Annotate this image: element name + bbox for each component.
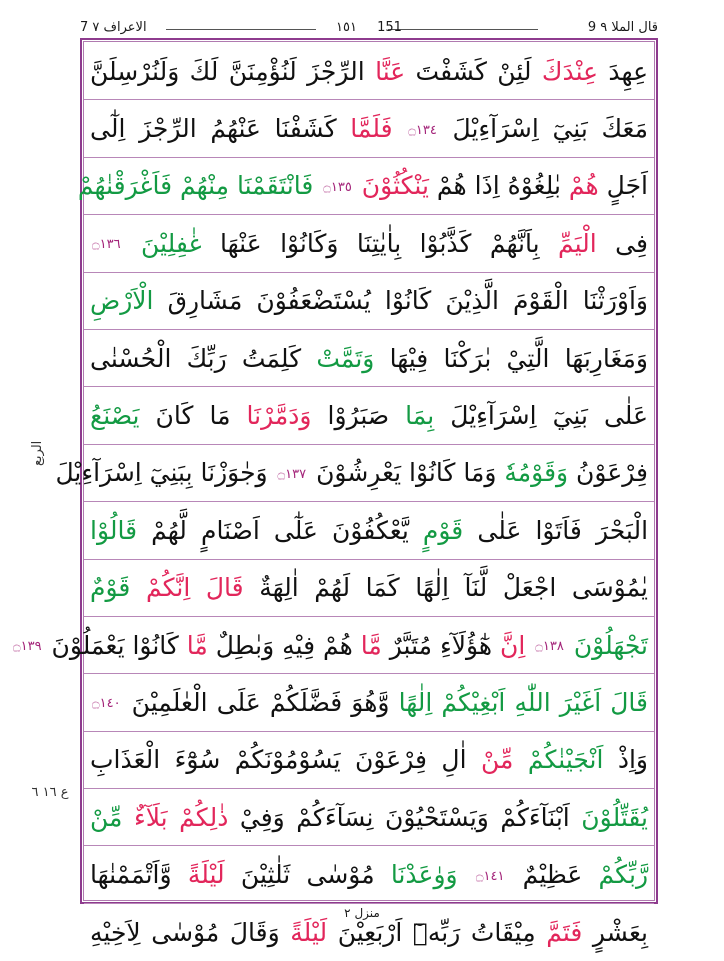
verse-segment: بِعَشْرٍ: [582, 918, 649, 948]
manzil-footer: منزل ٢: [344, 906, 380, 920]
verse-segment: يَنْكُثُوْنَ: [353, 171, 429, 201]
hizb-marker: الربع: [30, 440, 45, 466]
verse-segment: اَنْجَيْنٰكُمْ: [513, 745, 604, 775]
ayah-number-marker: ۝١٣٤: [408, 122, 437, 138]
page-header: [80, 18, 658, 40]
verse-text: [90, 515, 649, 545]
verse-text: [90, 687, 648, 717]
header-rule-left: [166, 29, 316, 30]
verse-segment: وَّاَتْمَمْنٰهَا: [90, 860, 172, 890]
text-line: [84, 560, 654, 617]
verse-segment: الْبَحْرَ فَاَتَوْا عَلٰى: [463, 515, 649, 545]
text-line: [84, 100, 654, 157]
verse-segment: اِنَّ: [492, 630, 534, 660]
text-line: [84, 273, 654, 330]
verse-segment: وَاِذْ: [603, 745, 648, 775]
verse-segment: قَالَ اَغَيْرَ اللّٰهِ اَبْغِيْكُمْ اِلٰهًا: [389, 687, 648, 717]
verse-segment: قَالُوْا: [90, 515, 138, 545]
text-line: [84, 502, 654, 559]
verse-segment: مَّا: [178, 630, 208, 660]
text-line: [84, 846, 654, 903]
verse-segment: كَلِمَتُ رَبِّكَ الْحُسْنٰى: [90, 343, 302, 373]
verse-segment: اَبْنَآءَكُمْ وَيَسْتَحْيُوْنَ نِسَآءَكُمْ وَفِيْ: [228, 802, 570, 832]
verse-segment: قَوْمٍ: [408, 515, 464, 545]
verse-segment: وَجٰوَزْنَا بِبَنِيٓ اِسْرَآءِيْلَ: [55, 458, 276, 488]
verse-segment: وَقَالَ مُوْسٰى لِاَخِيْهِ: [90, 918, 280, 948]
verse-segment: وَمَا كَانُوْا يَعْرِشُوْنَ: [308, 458, 497, 488]
verse-text: [90, 114, 648, 144]
verse-segment: عَلٰى بَنِيٓ اِسْرَآءِيْلَ: [434, 401, 649, 431]
verse-segment: ذٰلِكُمْ بَلَآءٌ: [122, 802, 229, 832]
verse-segment: يٰمُوْسَى اجْعَلْ لَّنَآ اِلٰهًا كَمَا لَهُمْ اٰلِهَةٌ: [243, 573, 648, 603]
verse-text: [90, 286, 648, 316]
verse-segment: قَوْمٌ: [90, 573, 131, 603]
verse-segment: مَّا: [352, 630, 382, 660]
verse-segment: يَّعْكُفُوْنَ عَلٰٓى اَصْنَامٍ لَّهُمْ: [137, 515, 409, 545]
ayah-number-marker: ۝١٣٦: [92, 237, 121, 253]
verse-segment: لَيْلَةً: [279, 918, 328, 948]
verse-segment: اَجَلٍ: [598, 171, 648, 201]
verse-segment: وَّهُوَ فَضَّلَكُمْ عَلَى الْعٰلَمِيْنَ: [122, 687, 390, 717]
page-number-arabic: ١٥١: [336, 20, 357, 35]
text-line: [84, 330, 654, 387]
verse-text: [90, 745, 648, 775]
verse-segment: رَّبِّكُمْ: [582, 860, 649, 890]
verse-segment: الرِّجْزَ لَنُؤْمِنَنَّ لَكَ وَلَنُرْسِلَنَّ: [90, 56, 365, 86]
surah-label: 7 الاعراف ٧: [80, 20, 147, 35]
ayah-number-marker: ۝١٣٨: [535, 639, 564, 655]
text-line: [84, 215, 654, 272]
verse-text: [55, 458, 648, 488]
verse-segment: لَيْلَةً: [171, 860, 225, 890]
text-line: [12, 617, 654, 674]
verse-segment: مَا كَانَ: [139, 401, 231, 431]
text-line: [84, 732, 654, 789]
page-number: [328, 20, 410, 35]
text-line: [84, 387, 654, 444]
ayah-number-marker: ۝١٣٩: [12, 639, 42, 655]
verse-segment: فَلَمَّا: [336, 114, 407, 144]
page-number-latin: 151: [377, 20, 402, 35]
text-line: [84, 43, 654, 100]
verse-segment: وَتَمَّتْ: [301, 343, 375, 373]
verse-segment: يَصْنَعُ: [90, 401, 140, 431]
verse-segment: عَظِيْمٌ: [506, 860, 583, 890]
verse-segment: عِهِدَ: [598, 56, 648, 86]
verse-text: [90, 343, 649, 373]
verse-segment: مِّنْ: [466, 745, 514, 775]
verse-segment: تَجْهَلُوْنَ: [565, 630, 648, 660]
text-line: [55, 445, 654, 502]
text-line: [84, 789, 654, 846]
juz-label: 9 قال الملا ٩: [587, 20, 658, 35]
verse-segment: لَئِنْ كَشَفْتَ: [405, 56, 532, 86]
verse-segment: يُقَتِّلُوْنَ: [569, 802, 649, 832]
verse-segment: فِى: [596, 228, 648, 258]
verse-segment: مِّنْ: [90, 802, 123, 832]
verse-segment: عَنَّا: [364, 56, 406, 86]
verse-segment: فَتَمَّ: [535, 918, 583, 948]
verse-segment: مَعَكَ بَنِيٓ اِسْرَآءِيْلَ: [438, 114, 648, 144]
verse-text: [90, 918, 649, 948]
ayah-number-marker: ۝١٤٠: [92, 696, 121, 712]
verse-segment: وَوٰعَدْنَا: [374, 860, 474, 890]
verse-text: [12, 630, 648, 660]
verse-segment: وَمَغَارِبَهَا الَّتِيْ بٰرَكْنَا فِيْهَا: [374, 343, 649, 373]
verse-text: [90, 228, 648, 258]
verse-segment: الْيَمِّ: [539, 228, 597, 258]
verse-segment: هُمْ فِيْهِ وَبٰطِلٌ: [207, 630, 353, 660]
verse-text: [90, 860, 649, 890]
text-line: [77, 158, 654, 215]
ayah-number-marker: ۝١٣٥: [323, 179, 352, 195]
verse-segment: وَاَوْرَثْنَا الْقَوْمَ الَّذِيْنَ كَانُوْا يُسْتَضْعَفُوْنَ مَشَارِقَ: [153, 286, 648, 316]
verse-segment: بٰلِغُوْهُ اِذَا هُمْ: [428, 171, 561, 201]
verse-text: [77, 171, 648, 201]
verse-segment: بِاَنَّهُمْ كَذَّبُوْا بِاٰيٰتِنَا وَكَانُوْا عَنْهَا: [201, 228, 540, 258]
ayah-number-marker: ۝١٤١: [475, 868, 505, 884]
verse-segment: قَالَ اِنَّكُمْ: [130, 573, 244, 603]
ayah-number-marker: ۝١٣٧: [277, 466, 307, 482]
verse-segment: هٰٓؤُلَآءِ مُتَبَّرٌ: [381, 630, 493, 660]
verse-text: [90, 401, 649, 431]
verse-text: [90, 573, 648, 603]
verse-segment: فِرْعَوْنُ: [568, 458, 648, 488]
verse-segment: غٰفِلِيْنَ: [122, 228, 202, 258]
verse-segment: بِمَا: [389, 401, 435, 431]
verse-segment: فَانْتَقَمْنَا مِنْهُمْ فَاَغْرَقْنٰهُمْ: [77, 171, 322, 201]
verse-segment: هُمْ: [560, 171, 599, 201]
verse-segment: وَدَمَّرْنَا: [230, 401, 312, 431]
verse-segment: كَشَفْنَا عَنْهُمُ الرِّجْزَ اِلٰٓى: [90, 114, 337, 144]
ruku-marker: ع ١٦ ٦: [31, 785, 69, 800]
verse-text: [90, 56, 648, 86]
verse-segment: وَقَوْمُهٗ: [496, 458, 569, 488]
verse-segment: صَبَرُوْا: [311, 401, 390, 431]
verse-segment: الْاَرْضِ: [90, 286, 154, 316]
verse-segment: اٰلِ فِرْعَوْنَ يَسُوْمُوْنَكُمْ سُوْٓءَ الْعَذَابِ: [90, 745, 467, 775]
verse-text: [90, 802, 649, 832]
text-line: [84, 674, 654, 731]
verse-segment: مِيْقَاتُ رَبِّهٖٓ اَرْبَعِيْنَ: [327, 918, 536, 948]
verse-segment: عِنْدَكَ: [531, 56, 599, 86]
verse-segment: كَانُوْا يَعْمَلُوْنَ: [43, 630, 179, 660]
header-rule-right: [388, 29, 538, 30]
verse-segment: مُوْسٰى ثَلٰثِيْنَ: [224, 860, 375, 890]
